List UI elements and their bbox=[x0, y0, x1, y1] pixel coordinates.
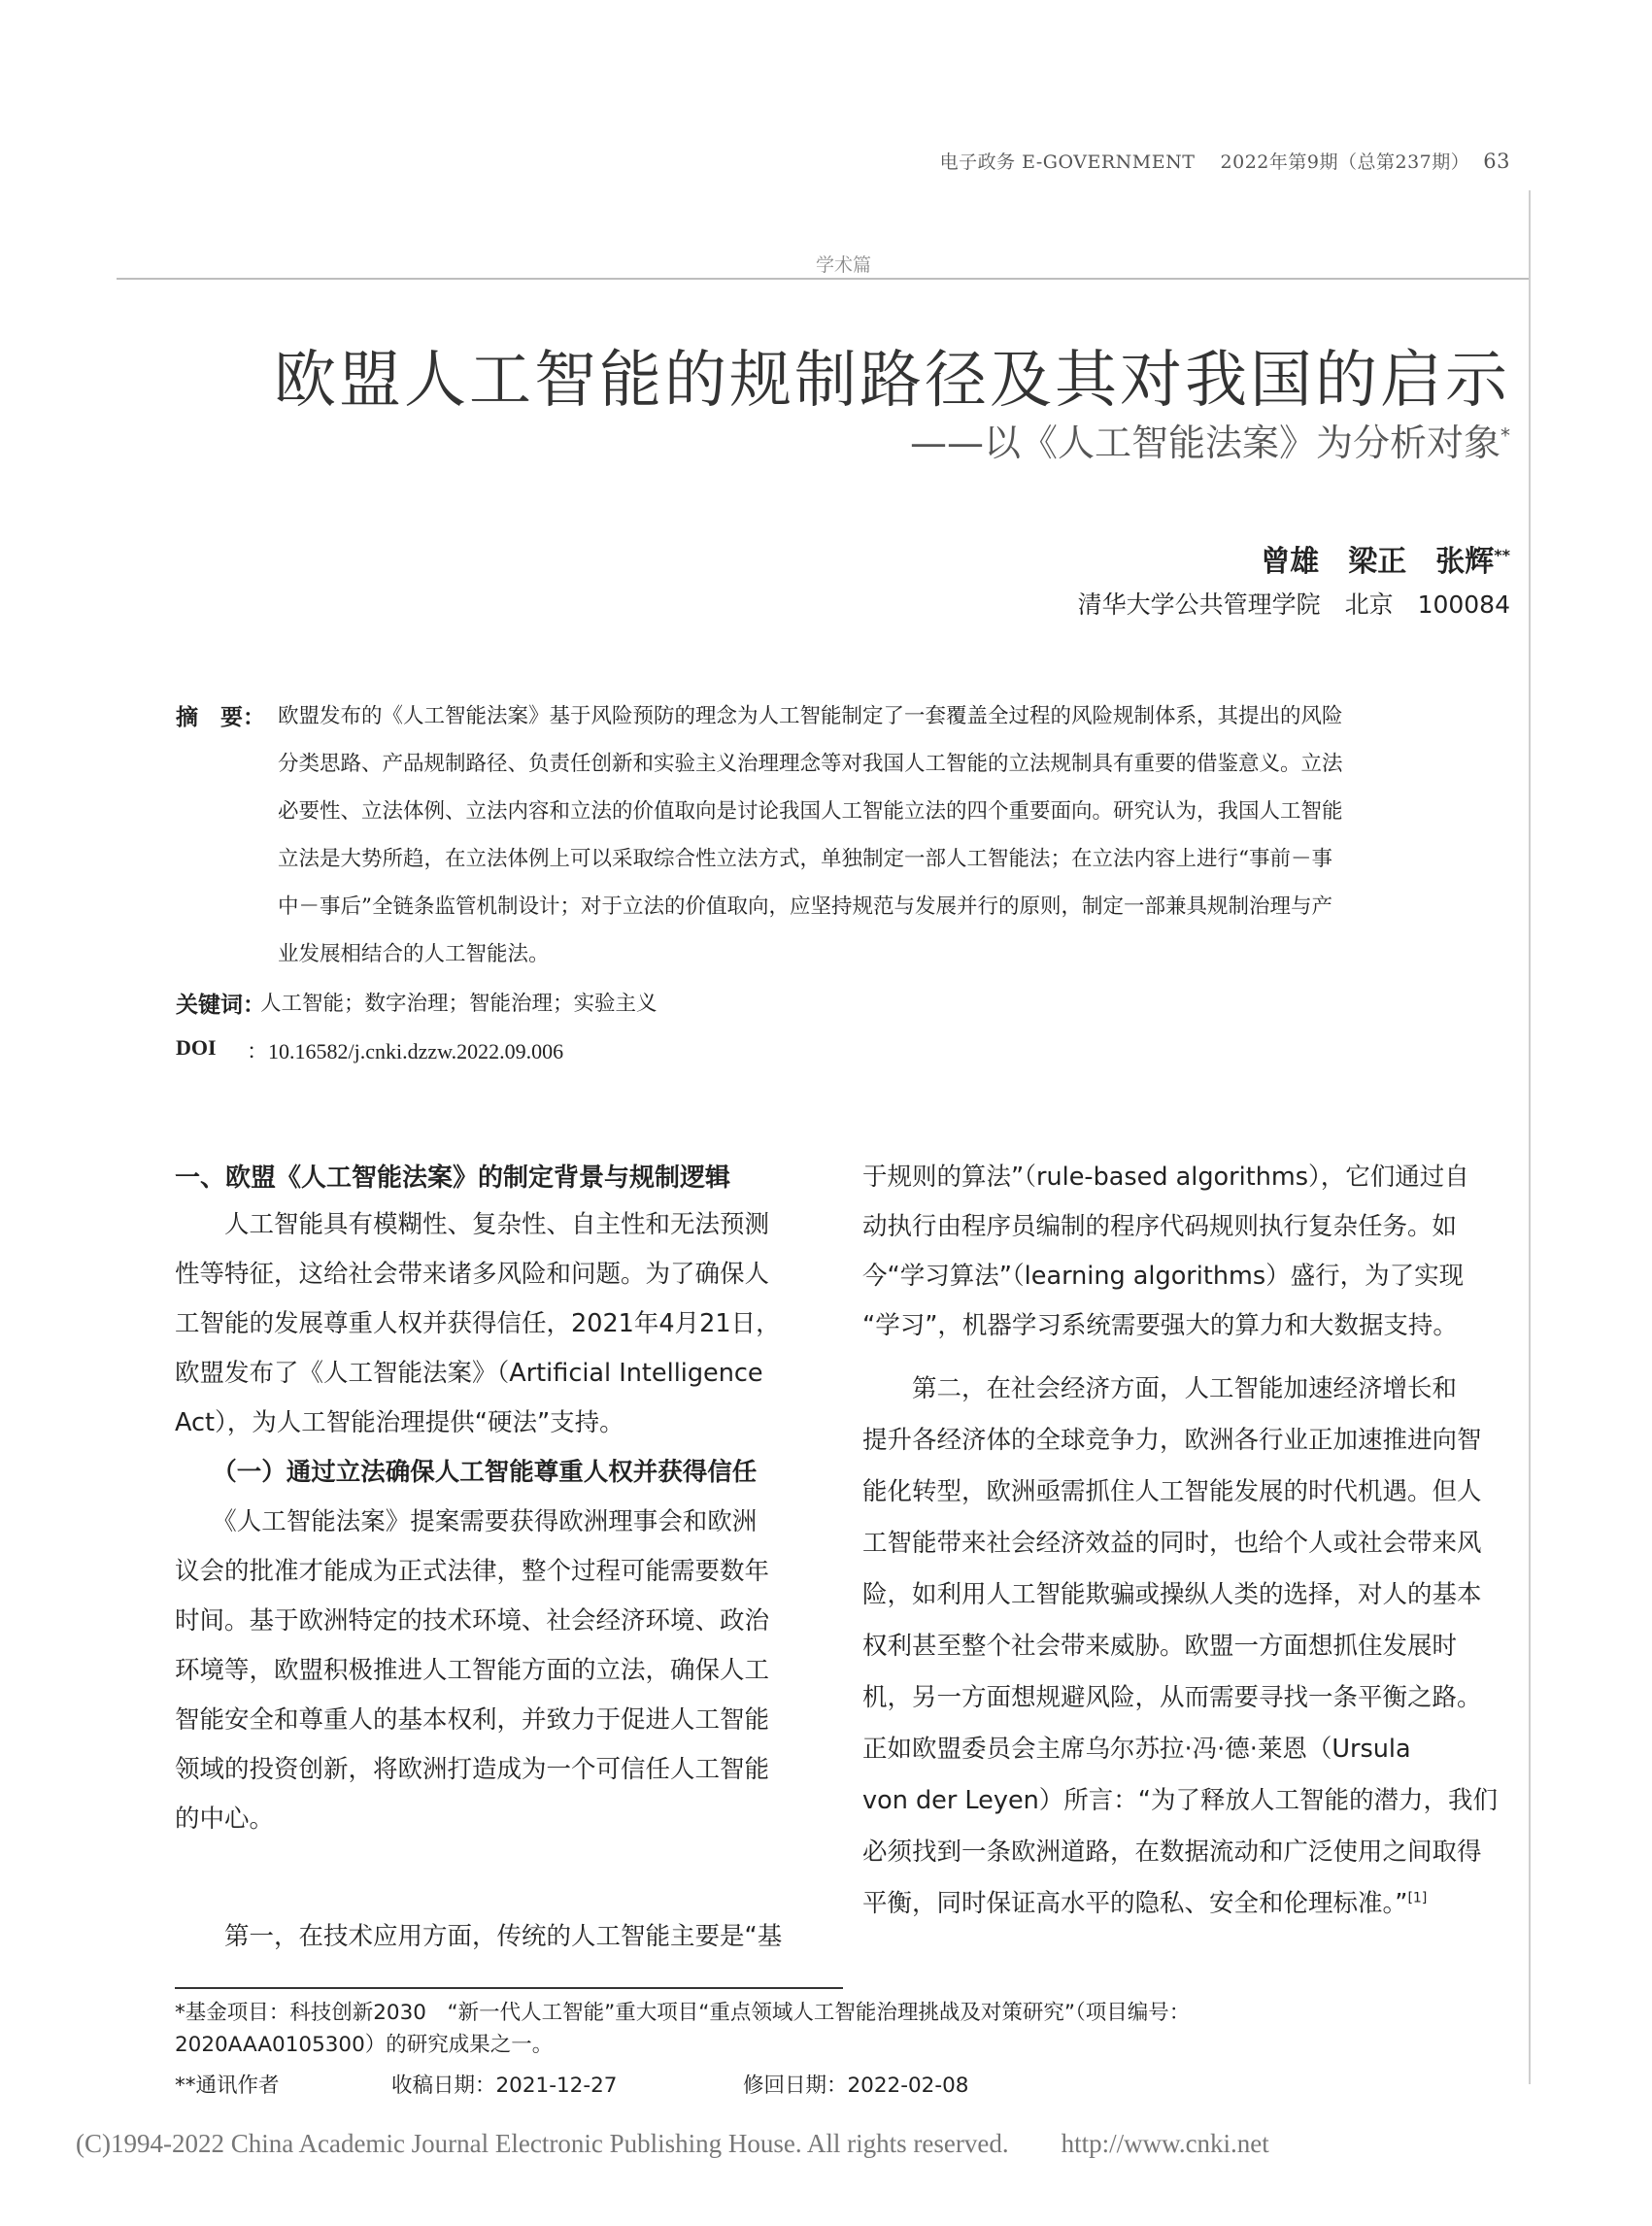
body-line: 性等特征，这给社会带来诸多风险和问题。为了确保人 bbox=[175, 1260, 770, 1289]
body-line: 欧盟发布了《人工智能法案》（Artificial Intelligence bbox=[175, 1359, 763, 1388]
doi-label: DOI bbox=[176, 1035, 217, 1060]
author-names: 曾雄 梁正 张辉 bbox=[1261, 545, 1495, 579]
body-line: von der Leyen）所言：“为了释放人工智能的潜力，我们 bbox=[862, 1786, 1499, 1815]
footnote-fund-cont: 2020AAA0105300）的研究成果之一。 bbox=[175, 2033, 554, 2057]
body-line: “学习”，机器学习系统需要强大的算力和大数据支持。 bbox=[862, 1311, 1458, 1340]
body-line: 险，如利用人工智能欺骗或操纵人类的选择，对人的基本 bbox=[862, 1580, 1482, 1609]
article-subtitle bbox=[910, 413, 1510, 466]
body-line: Act），为人工智能治理提供“硬法”支持。 bbox=[175, 1408, 624, 1437]
journal-name: 电子政务 E-GOVERNMENT bbox=[939, 152, 1196, 173]
footnote-rule bbox=[175, 1987, 843, 1989]
abstract-label: 摘 要： bbox=[176, 705, 265, 730]
body-line: 今“学习算法”（learning algorithms）盛行，为了实现 bbox=[862, 1262, 1465, 1291]
body-line: 议会的批准才能成为正式法律，整个过程可能需要数年 bbox=[175, 1557, 770, 1586]
body-line: 必须找到一条欧洲道路，在数据流动和广泛使用之间取得 bbox=[862, 1838, 1482, 1867]
subtitle-text: ——以《人工智能法案》为分析对象 bbox=[909, 422, 1500, 464]
body-line bbox=[862, 1884, 1427, 1919]
margin-rule bbox=[1529, 190, 1531, 2084]
keywords: 人工智能；数字治理；智能治理；实验主义 bbox=[260, 992, 657, 1016]
subsection-heading: （一）通过立法确保人工智能尊重人权并获得信任 bbox=[175, 1458, 758, 1487]
body-line: 动执行由程序员编制的程序代码规则执行复杂任务。如 bbox=[862, 1212, 1458, 1241]
body-line: 权利甚至整个社会带来威胁。欧盟一方面想抓住发展时 bbox=[862, 1632, 1458, 1661]
footnote-received: 收稿日期：2021-12-27 bbox=[391, 2074, 618, 2098]
body-line: 《人工智能法案》提案需要获得欧洲理事会和欧洲 bbox=[175, 1507, 758, 1536]
page-number: 63 bbox=[1483, 150, 1510, 173]
footnote-corresponding: **通讯作者 bbox=[175, 2074, 280, 2098]
author-affiliation: 清华大学公共管理学院 北京 100084 bbox=[1077, 590, 1510, 619]
body-line: 提升各经济体的全球竞争力，欧洲各行业正加速推进向智 bbox=[862, 1426, 1482, 1455]
article-title: 欧盟人工智能的规制路径及其对我国的启示 bbox=[274, 345, 1510, 417]
body-line: 人工智能具有模糊性、复杂性、自主性和无法预测 bbox=[175, 1210, 770, 1239]
body-line: 领域的投资创新，将欧洲打造成为一个可信任人工智能 bbox=[175, 1755, 770, 1784]
subtitle-footnote-mark: * bbox=[1500, 423, 1510, 448]
author-list bbox=[1261, 537, 1510, 580]
body-line: 第二，在社会经济方面，人工智能加速经济增长和 bbox=[862, 1374, 1458, 1403]
section-label: 学术篇 bbox=[816, 254, 872, 276]
section-heading: 一、欧盟《人工智能法案》的制定背景与规制逻辑 bbox=[175, 1164, 731, 1193]
abstract-line: 立法是大势所趋，在立法体例上可以采取综合性立法方式，单独制定一部人工智能法；在立法内容上进行“事前－事 bbox=[278, 847, 1332, 871]
body-line: 智能安全和尊重人的基本权利，并致力于促进人工智能 bbox=[175, 1705, 770, 1735]
citation-ref: [1] bbox=[1407, 1890, 1428, 1906]
body-line: 环境等，欧盟积极推进人工智能方面的立法，确保人工 bbox=[175, 1656, 770, 1685]
body-line: 正如欧盟委员会主席乌尔苏拉·冯·德·莱恩（Ursula bbox=[862, 1735, 1411, 1764]
abstract-line: 分类思路、产品规制路径、负责任创新和实验主义治理理念等对我国人工智能的立法规制具有重要的借鉴意义。立法 bbox=[278, 752, 1343, 776]
body-line: 能化转型，欧洲亟需抓住人工智能发展的时代机遇。但人 bbox=[862, 1477, 1482, 1506]
keywords-label: 关键词： bbox=[176, 993, 265, 1018]
footnote-revised: 修回日期：2022-02-08 bbox=[743, 2074, 969, 2098]
section-divider bbox=[117, 278, 1529, 280]
abstract-line: 业发展相结合的人工智能法。 bbox=[278, 942, 550, 966]
body-line: 工智能带来社会经济效益的同时，也给个人或社会带来风 bbox=[862, 1529, 1482, 1558]
body-line: 第一，在技术应用方面，传统的人工智能主要是“基 bbox=[175, 1922, 783, 1951]
footnote-fund: *基金项目：科技创新2030 “新一代人工智能”重大项目“重点领域人工智能治理挑战及对策研究”（项目编号： bbox=[175, 2001, 1191, 2025]
author-footnote-mark: ** bbox=[1494, 546, 1510, 564]
doi-value: ：10.16582/j.cnki.dzzw.2022.09.006 bbox=[247, 1039, 564, 1063]
body-line: 时间。基于欧洲特定的技术环境、社会经济环境、政治 bbox=[175, 1606, 770, 1636]
abstract-line: 必要性、立法体例、立法内容和立法的价值取向是讨论我国人工智能立法的四个重要面向。研究认为，我国人工智能 bbox=[278, 799, 1343, 824]
running-head bbox=[940, 148, 1510, 174]
body-line: 工智能的发展尊重人权并获得信任，2021年4月21日， bbox=[175, 1309, 781, 1338]
body-line: 机，另一方面想规避风险，从而需要寻找一条平衡之路。 bbox=[862, 1683, 1482, 1712]
body-line: 的中心。 bbox=[175, 1804, 275, 1834]
body-line-text: 平衡，同时保证高水平的隐私、安全和伦理标准。” bbox=[862, 1889, 1408, 1918]
abstract-line: 欧盟发布的《人工智能法案》基于风险预防的理念为人工智能制定了一套覆盖全过程的风险规制体系，其提出的风险 bbox=[278, 704, 1343, 728]
copyright-notice: (C)1994-2022 China Academic Journal Electronic Publishing House. All rights reserved. http://www.cnki.net bbox=[76, 2129, 1269, 2158]
issue-info: 2022年第9期（总第237期） bbox=[1220, 152, 1470, 173]
body-line: 于规则的算法”（rule-based algorithms），它们通过自 bbox=[862, 1163, 1469, 1192]
abstract-line: 中－事后”全链条监管机制设计；对于立法的价值取向，应坚持规范与发展并行的原则，制定一部兼具规制治理与产 bbox=[278, 894, 1332, 919]
